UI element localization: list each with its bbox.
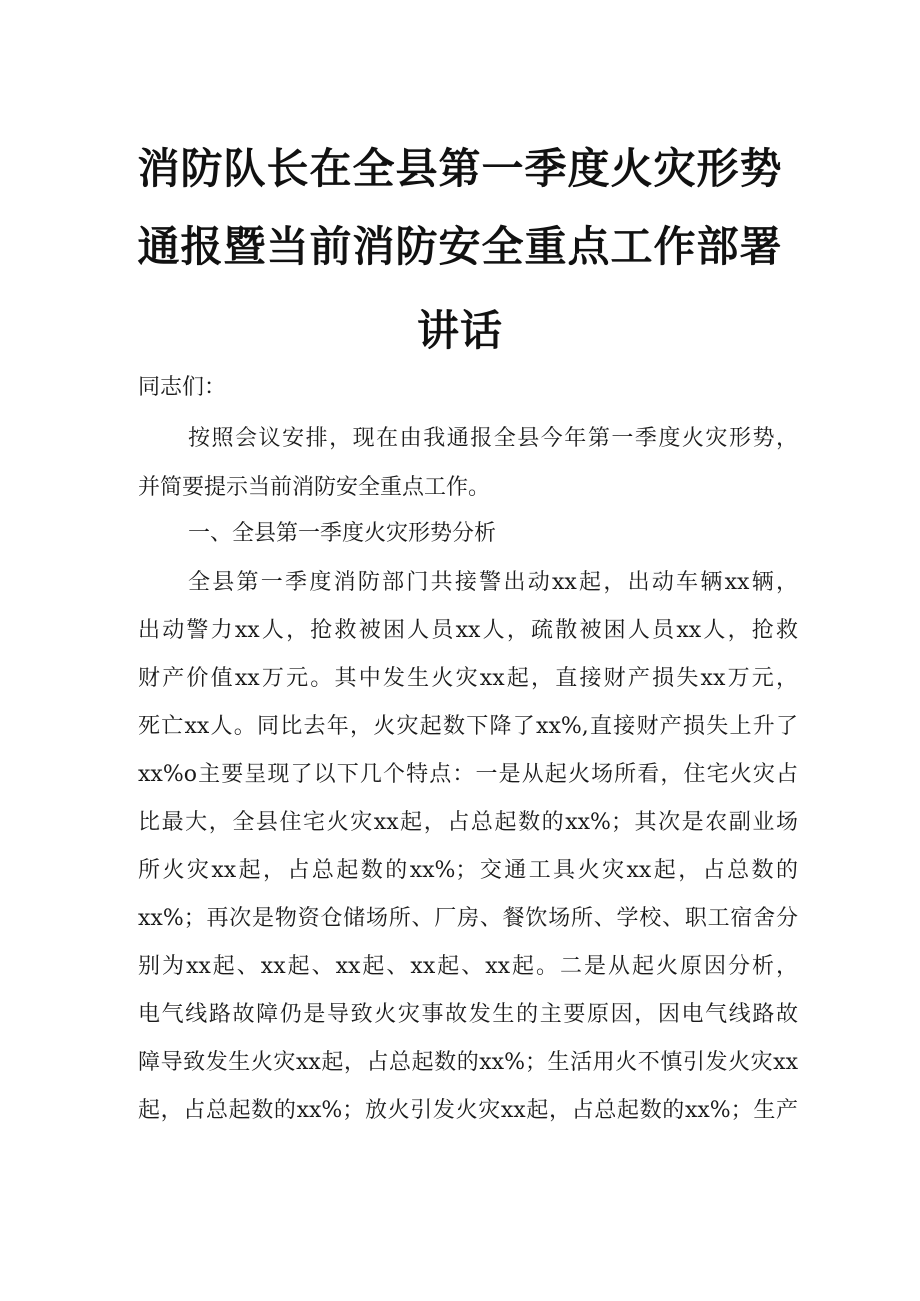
body-line: 并简要提示当前消防安全重点工作。 (138, 475, 491, 500)
document-title-line-2: 通报暨当前消防安全重点工作部署 (137, 222, 783, 271)
body-line: 全县第一季度消防部门共接警出动xx起，出动车辆xx辆， (188, 570, 798, 595)
body-line: 所火灾xx起，占总起数的xx%；交通工具火灾xx起，占总数的 (138, 858, 798, 883)
body-line: 财产价值xx万元。其中发生火灾xx起，直接财产损失xx万元， (138, 666, 798, 691)
document-title-line-1: 消防队长在全县第一季度火灾形势 (137, 144, 783, 193)
salutation: 同志们： (138, 375, 227, 400)
body-line: 电气线路故障仍是导致火灾事故发生的主要原因，因电气线路故 (138, 1002, 798, 1027)
body-line: 比最大，全县住宅火灾xx起，占总起数的xx%；其次是农副业场 (138, 810, 798, 835)
body-line: 出动警力xx人，抢救被困人员xx人，疏散被困人员xx人，抢救 (138, 618, 798, 643)
section-heading: 一、全县第一季度火灾形势分析 (188, 521, 497, 546)
body-line: 按照会议安排，现在由我通报全县今年第一季度火灾形势， (188, 426, 798, 451)
body-line: xx%；再次是物资仓储场所、厂房、餐饮场所、学校、职工宿舍分 (138, 906, 798, 931)
body-line: 死亡xx人。同比去年，火灾起数下降了xx%,直接财产损失上升了 (138, 714, 798, 739)
body-line: 别为xx起、xx起、xx起、xx起、xx起。二是从起火原因分析， (138, 954, 798, 979)
body-line: xx%o主要呈现了以下几个特点：一是从起火场所看，住宅火灾占 (138, 762, 798, 787)
body-line: 起，占总起数的xx%；放火引发火灾xx起，占总起数的xx%；生产 (138, 1098, 798, 1123)
document-title-line-3: 讲话 (416, 306, 503, 355)
body-line: 障导致发生火灾xx起，占总起数的xx%；生活用火不慎引发火灾xx (138, 1050, 798, 1075)
